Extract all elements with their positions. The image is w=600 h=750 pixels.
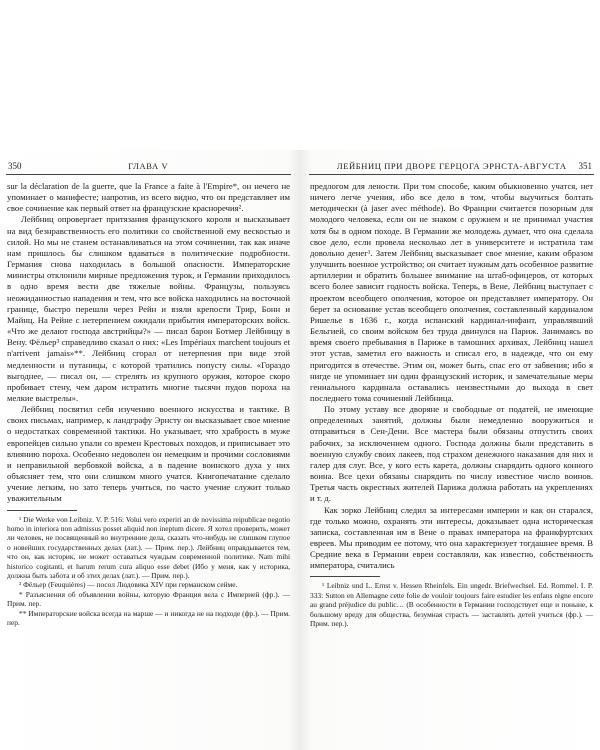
right-page-body xyxy=(309,181,594,571)
paragraph: По этому уставу все дворяне и свободные от податей, не имеющие определенных занятий, должны были немедленно вооружиться и отправиться в Сен-Дени. Все мастера были обязаны отпустить своих рабочих, за исключением одного. Господа должны были представить в военную службу своих лакеев, под страхом денежного наказания для них и галер для слуг. Все, у кого есть карета, должны снарядить одного конного воина. Все цехи обязаны снарядить по числу известное число воинов. Третья часть окрестных жителей Парижа должна работать на укреплениях и т. д. xyxy=(310,404,593,504)
left-running-head: ГЛАВА V xyxy=(128,161,169,171)
paragraph: Лейбниц посвятил себя изучению военного искусства и тактике. В своих письмах, например, к ландграфу Эрнсту он высказывает свое мнение о недостатках современной тактики. Но указывает, что храбрость в муже европейцев сильно упали со времен Крестовых походов, и приписывает это влиянию пороха. Особенно недоволен он немецким и прочими сословиями и неправильной вербовкой войска, а в падение воинского духа у них объясняет тем, что они слишком много учатся. Книгопечатание сделало учение легким, но зато теперь учиться, по часто учение служит только уважительным xyxy=(7,404,290,504)
left-page-number: 350 xyxy=(8,161,22,171)
paragraph: предлогом для лености. При том способе, каким обыкновенно учатся, нет ничего легче учения, ибо все дело в том, чтобы выучиться болтать методически (à jaser avec méthode). Во Франции считается позорным для молодого человека, если он не знаком с оружием и не принимал участия хотя бы в одном походе. В Германии же молодежь думает, что она сделала свое дело, если провела несколько лет в университете и истратила там довольно денег¹. Затем Лейбниц высказывает свое мнение, каким образом улучшить военное устройство; он считает нужным дать особенное развитие артиллерии и обратить большее внимание на штаб-офицеров, от которых всего более зависит годность войска. Теперь, в Вене, Лейбниц выступает с проектом всеобщего ополчения, которое он представляет императору. Он берет за основание устав всеобщего ополчения, составленный кардиналом Ришелье в 1636 г., когда испанский кардинал-инфант, управлявший Бельгией, со своим войском без труда двинулся на Париж. Занимаясь во время своего пребывания в Париже в тамошних архивах, Лейбниц нашел этот устав, заметил его важность и списал его, в надежде, что он ему пригодится в отечестве. Этим он, может быть, спас его от забвения; ибо я нигде не упоминает ни один французский историк, и замечательные меры гениального кардинала оставались неизвестными до выхода в свет последнего тома сочинений Лейбница. xyxy=(310,181,593,403)
left-page-header xyxy=(6,161,291,175)
left-page-body xyxy=(6,181,291,505)
paragraph: Как зорко Лейбниц следил за интересами империи и как он старался, где только можно, охранять эти интересы, доказывает одна историческая записка, составленная им в Вене о правах императора на франкфуртских евреев. Мы приводим ее потому, что она характеризует тогдашнее время. В Средние века в Германии евреи составляли, как известно, собственность императора, считались xyxy=(310,504,593,571)
right-running-head: ЛЕЙБНИЦ ПРИ ДВОРЕ ГЕРЦОГА ЭРНСТА-АВГУСТА xyxy=(336,161,567,171)
paragraph: Лейбниц опровергает притязания французского короля и высказывает на вид безнравственность его политики со свойственной ему вескостью и силой. Но мы не станем останавливаться на этом сочинении, так как иначе нам пришлось бы слишком вдаваться в политические подробности. Германия снова находилась в большой опасности. Императорские министры отклонили мирные предложения турок, и Германии приходилось в одно время вести две тяжелые войны. Французы, пользуясь неожиданностью нападения и тем, что все войска находились на восточной границе, быстро перешли через Рейн и взяли крепости Трир, Бонн и Майнц. На Рейне с нетерпением ожидали прибытия императорских войск. «Что же делают господа австрийцы?» — писал барон Ботмер Лейбницу в Вену. Фёльер³ справедливо сказал о них: «Les Impériaux marchent toujours et n'arrivent jamais»**. Лейбниц сгорал от нетерпения при виде этой медленности и путаницы, с которой тратились попусту силы. «Гораздо выгоднее, — писал он, — стрелять из крупного оружия, которое скоро пробивает стену, чем даром истратить многие тысячи пудов пороха на мелкие выстрелы». xyxy=(7,214,290,403)
left-page xyxy=(6,161,291,741)
right-footnotes xyxy=(309,581,594,628)
footnote-divider xyxy=(310,576,380,577)
footnote: ² Фёльер (Feuquières) — посол Людовика XIV при германском сейме. xyxy=(19,580,238,590)
blank-area-top xyxy=(0,0,600,150)
footnote: ¹ Die Werke von Leibniz. V. P. 516: Volui vero experiri an de novissima reipublicae negotio homo in interiora non admissus posset aliquid non ineptum dicere. Я хотел проверить, может ли человек, не посвященный во внутренние дела, сказать что-нибудь не слишком глупое о новейших государственных делах (лат.). — Прим. пер.). Лейбниц оправдывается тем, что он, как историк, не может оставаться чуждым современной политике. Nam mihi historico cogitanti, et harum rerum cura aliquo esse debet (Ибо у меня, как у историка, должна быть забота и об этих делах (лат.). — Прим. пер.). xyxy=(7,514,290,580)
left-footnotes xyxy=(6,515,291,628)
right-page xyxy=(309,161,594,741)
paragraph: sur la déclaration de la guerre, que la France a faite à l'Empire*, он нечего не упоминает о манифесте; напротив, из всего видно, что он представляет им свое сочинение как первый ответ на французские красноречия². xyxy=(7,181,290,214)
footnote: * Разъяснения об объявлении войны, которую Франция вела с Империей (фр.). — Прим. пер. xyxy=(7,589,290,609)
right-page-header xyxy=(309,161,594,175)
right-page-number: 351 xyxy=(578,161,592,171)
footnote: ** Императорские войска всегда на марше — и никогда не на подходе (фр.). — Прим. пер. xyxy=(7,608,290,627)
footnote-divider xyxy=(7,510,77,511)
footnote: ¹ Leibniz und L. Ernst v. Hessen Rheinfels. Ein ungedr. Briefwechsel. Ed. Rommel. I. P. 333: Sutton en Allemagne cette folie de vouloir toujours faire estudier les enfans règne encore au grand préjudice du public… (В особенности в Германии господствует еще и поныне, к большому вреду для общества, безумная страсть — заставлять детей учиться (фр.). — Прим. пер.). xyxy=(310,581,593,629)
